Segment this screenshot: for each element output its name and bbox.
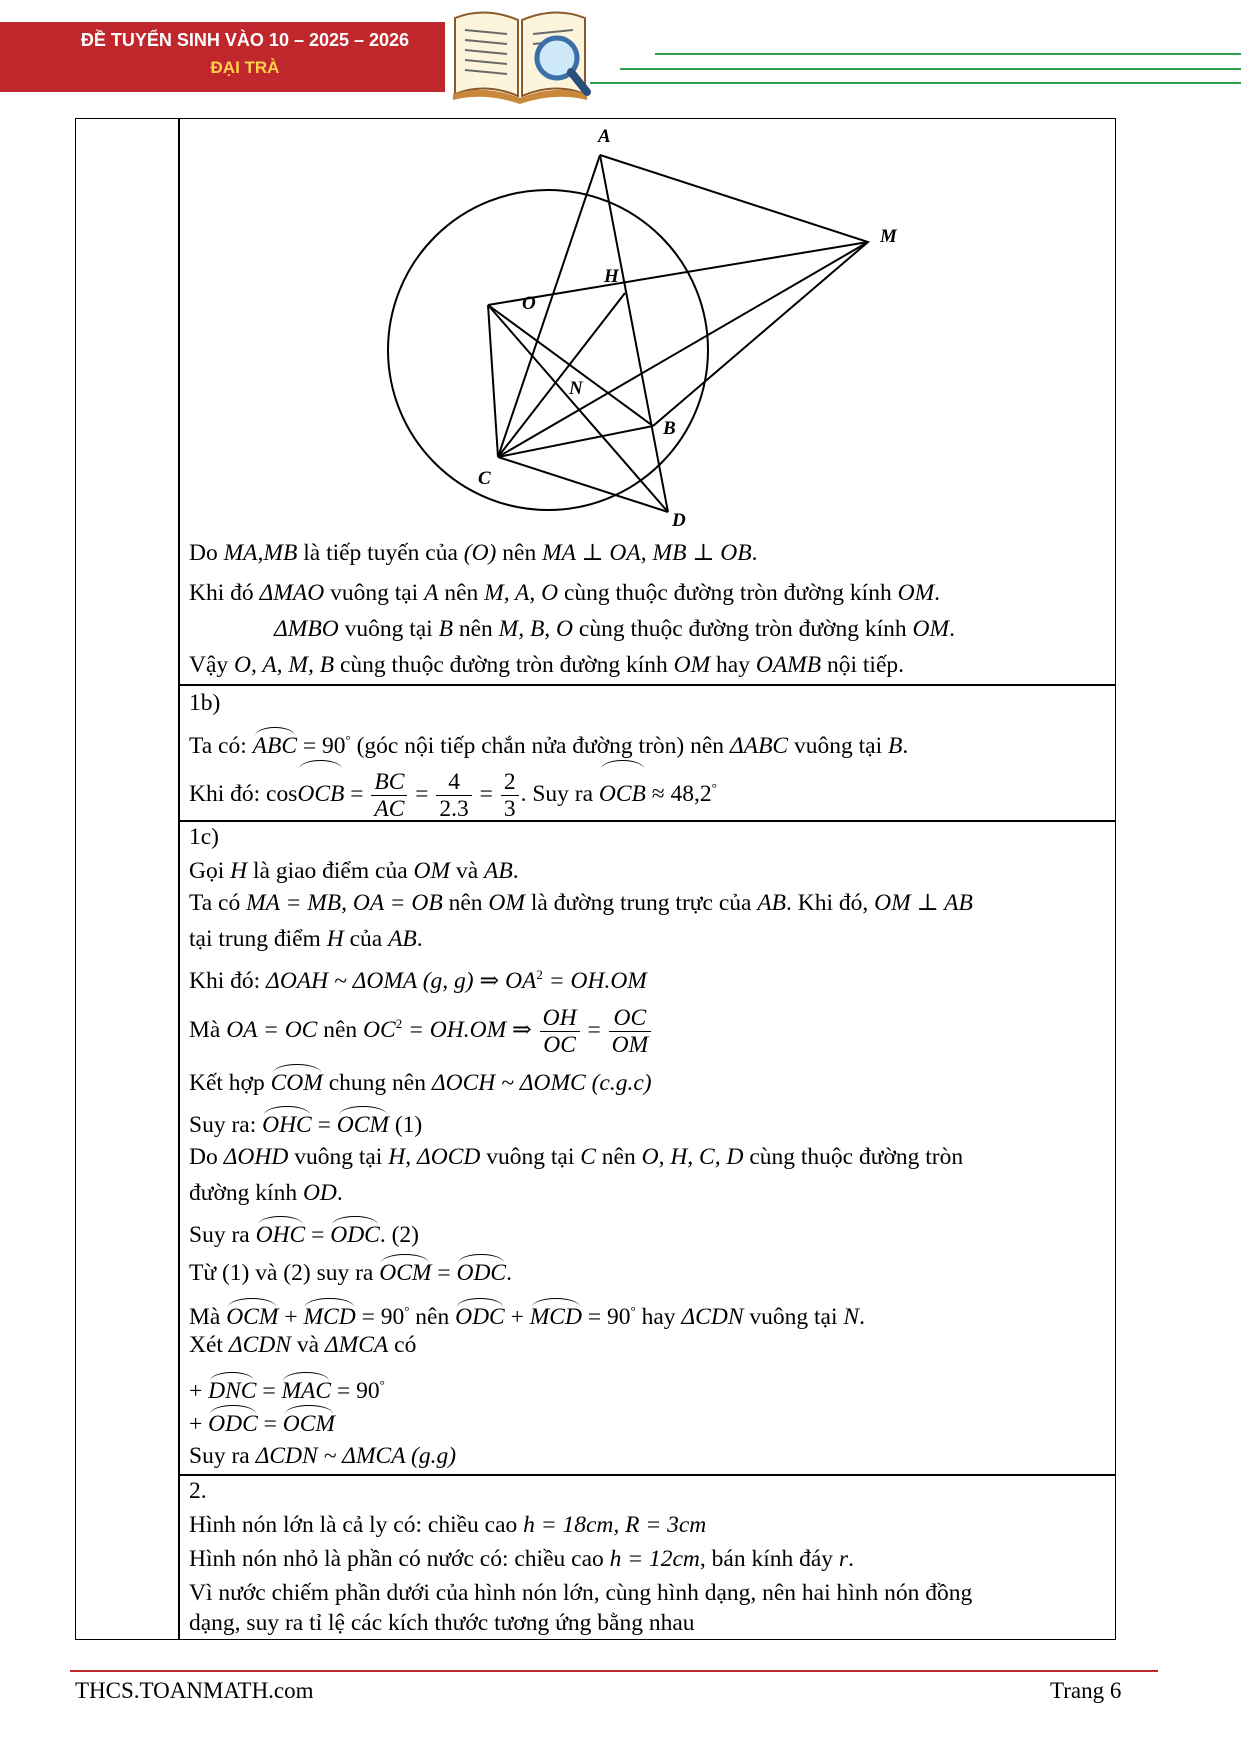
text-line: Suy ra ΔCDN ~ ΔMCA (g.g) [189, 1443, 457, 1469]
text-line: Gọi H là giao điểm của OM và AB. [189, 858, 519, 884]
row-divider [178, 1474, 1116, 1476]
text-line: Ta có MA = MB, OA = OB nên OM là đường trung trực của AB. Khi đó, OM ⊥ AB [189, 890, 973, 916]
text-line: Do MA,MB là tiếp tuyến của (O) nên MA ⊥ OA, MB ⊥ OB. [189, 540, 758, 566]
text-line: Khi đó: ΔOAH ~ ΔOMA (g, g) ⇒ $OA^2 = OH.OM$ [189, 967, 647, 994]
label-h: H [604, 266, 619, 287]
row-divider [178, 684, 1116, 686]
section-label-1b: 1b) [189, 690, 221, 716]
fraction: $\frac{2}{3}$ [501, 769, 519, 822]
text-line: + DNC = MAC = 90° [189, 1377, 385, 1404]
label-a: A [598, 126, 611, 147]
header-rule [620, 68, 1241, 70]
label-n: N [569, 378, 583, 399]
footer-site: THCS.TOANMATH.com [75, 1678, 314, 1703]
section-label-1c: 1c) [189, 824, 220, 850]
text-line: Hình nón nhỏ là phần có nước có: chiều cao h = 12cm, bán kính đáy r. [189, 1546, 854, 1572]
text-line: Khi đó ΔMAO vuông tại A nên M, A, O cùng thuộc đường tròn đường kính OM. [189, 580, 941, 606]
header-subtitle: ĐẠI TRÀ [210, 58, 280, 77]
text-line: Suy ra: OHC = OCM (1) [189, 1112, 423, 1138]
text-line: Hình nón lớn là cả ly có: chiều cao h = 18cm, R = 3cm [189, 1512, 707, 1538]
fraction: $\frac{BC}{AC}$ [371, 769, 407, 822]
label-d: D [672, 510, 686, 531]
header-rule [655, 53, 1241, 55]
text-line: ΔMBO vuông tại B nên M, B, O cùng thuộc đường tròn đường kính OM. [274, 616, 955, 642]
header-title: ĐỀ TUYỂN SINH VÀO 10 – 2025 – 2026 [80, 30, 410, 50]
geometry-figure [380, 120, 920, 540]
text-line: Xét ΔCDN và ΔMCA có [189, 1332, 417, 1358]
footer-rule [70, 1670, 1158, 1672]
tangent-lines [600, 155, 868, 426]
text-line: Mà OCM + MCD = 90° nên ODC + MCD = 90° hay ΔCDN vuông tại N. [189, 1303, 865, 1330]
text-line: Kết hợp COM chung nên ΔOCH ~ ΔOMC (c.g.c) [189, 1070, 652, 1096]
text-line: + ODC = OCM [189, 1411, 336, 1437]
text-line: Ta có: ABC = 90° (góc nội tiếp chắn nửa đường tròn) nên ΔABC vuông tại B. [189, 732, 909, 759]
table-column-divider [178, 118, 180, 1640]
text-line: Vậy O, A, M, B cùng thuộc đường tròn đường kính OM hay OAMB nội tiếp. [189, 652, 905, 678]
label-m: M [880, 226, 897, 247]
text-line: Suy ra OHC = ODC. (2) [189, 1222, 419, 1248]
label-b: B [663, 418, 676, 439]
fraction: $\frac{OH}{OC}$ [540, 1005, 580, 1058]
text-line: đường kính OD. [189, 1180, 343, 1206]
page-number: Trang 6 [1050, 1678, 1122, 1703]
text-line: tại trung điểm H của AB. [189, 926, 423, 952]
fraction: $\frac{OC}{OM}$ [609, 1005, 652, 1058]
label-o: O [522, 293, 536, 314]
text-line: dạng, suy ra tỉ lệ các kích thước tương ứng bằng nhau [189, 1610, 695, 1636]
text-line: Vì nước chiếm phần dưới của hình nón lớn, cùng hình dạng, nên hai hình nón đồng [189, 1580, 973, 1606]
label-c: C [478, 468, 491, 489]
section-label-2: 2. [189, 1478, 207, 1504]
text-line: Từ (1) và (2) suy ra OCM = ODC. [189, 1260, 512, 1286]
text-line: Khi đó: cosOCB = $\frac{BC}{AC}$ = $\frac{4}{2.3}$ = $\frac{2}{3}$ . Suy ra OCB ≈ 48,2° [189, 758, 717, 824]
text-line: Mà OA = OC nên $OC^2 = OH.OM$ ⇒ $\frac{OH}{OC}$ = $\frac{OC}{OM}$ [189, 994, 653, 1060]
book-magnifier-icon [445, 0, 595, 104]
header-rule [590, 82, 1241, 84]
fraction: $\frac{4}{2.3}$ [436, 769, 471, 822]
text-line: Do ΔOHD vuông tại H, ΔOCD vuông tại C nên O, H, C, D cùng thuộc đường tròn [189, 1144, 964, 1170]
